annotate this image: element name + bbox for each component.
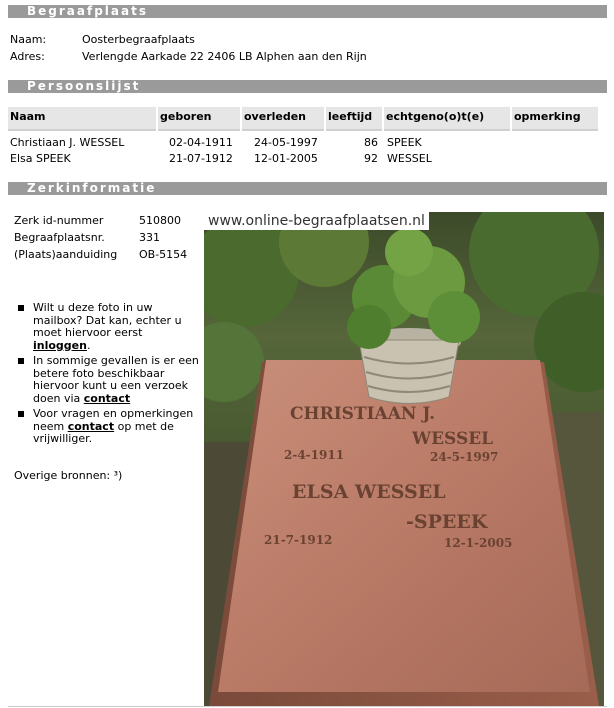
- grave-illustration: [204, 212, 604, 706]
- contact-link[interactable]: contact: [83, 391, 131, 405]
- watermark: www.online-begraafplaatsen.nl: [204, 212, 429, 230]
- note-text: Voor vragen en opmerkingen neem: [33, 407, 194, 433]
- section-header-persoonslijst: [8, 80, 607, 93]
- section-title: Persoonslijst: [27, 79, 141, 93]
- note-text-end: .: [86, 338, 91, 352]
- column-header-overleden[interactable]: overleden: [242, 107, 324, 131]
- column-header-echtgenoot[interactable]: echtgeno(o)t(e): [384, 107, 510, 131]
- list-item: [12, 408, 202, 446]
- column-header-leeftijd[interactable]: leeftijd: [326, 107, 382, 131]
- cemetery-name-label: Naam:: [10, 33, 47, 46]
- inscription-name2: ELSA WESSEL: [292, 481, 446, 503]
- column-header-geboren[interactable]: geboren: [158, 107, 240, 131]
- person-name: Elsa SPEEK: [10, 152, 71, 165]
- person-died: 12-01-2005: [254, 152, 318, 165]
- plot-number-label: Begraafplaatsnr.: [14, 231, 105, 244]
- location-code-value: OB-5154: [139, 248, 188, 261]
- note-text: Wilt u deze foto in uw mailbox? Dat kan, echter u moet hiervoor eerst: [33, 301, 182, 339]
- section-title: Zerkinformatie: [27, 181, 157, 195]
- cemetery-address-value: Verlengde Aarkade 22 2406 LB Alphen aan den Rijn: [82, 50, 367, 63]
- inscription-death2: 12-1-2005: [444, 536, 513, 550]
- inscription-birth1: 2-4-1911: [284, 448, 345, 462]
- location-code-label: (Plaats)aanduiding: [14, 248, 118, 261]
- person-spouse: WESSEL: [387, 152, 432, 165]
- list-item: [12, 355, 202, 405]
- inscription-surname2: -SPEEK: [406, 511, 488, 533]
- zerk-id-value: 510800: [139, 214, 181, 227]
- person-born: 21-07-1912: [169, 152, 233, 165]
- person-died: 24-05-1997: [254, 136, 318, 149]
- login-link[interactable]: inloggen: [33, 338, 87, 352]
- column-header-opmerking[interactable]: opmerking: [512, 107, 598, 131]
- bullet-icon: [18, 411, 24, 417]
- other-sources: Overige bronnen: ³): [14, 469, 123, 482]
- person-age: 86: [364, 136, 378, 149]
- bullet-icon: [18, 305, 24, 311]
- notes-list: [12, 302, 202, 449]
- person-age: 92: [364, 152, 378, 165]
- inscription-name1: CHRISTIAAN J.: [290, 404, 436, 424]
- section-header-zerkinformatie: [8, 182, 607, 195]
- cemetery-address-label: Adres:: [10, 50, 45, 63]
- contact-link[interactable]: contact: [67, 419, 115, 433]
- bullet-icon: [18, 358, 24, 364]
- bottom-divider: [8, 706, 607, 707]
- section-title: Begraafplaats: [27, 4, 148, 18]
- section-header-begraafplaats: [8, 5, 607, 18]
- person-name: Christiaan J. WESSEL: [10, 136, 125, 149]
- cemetery-name-value: Oosterbegraafplaats: [82, 33, 195, 46]
- inscription-birth2: 21-7-1912: [264, 533, 333, 547]
- zerk-id-label: Zerk id-nummer: [14, 214, 104, 227]
- note-text: In sommige gevallen is er een betere foto beschikbaar hiervoor kunt u een verzoek doen via: [33, 354, 199, 405]
- inscription-death1: 24-5-1997: [430, 450, 499, 464]
- inscription-surname1: WESSEL: [412, 429, 494, 449]
- note-text-end: op met de vrijwilliger.: [33, 419, 174, 445]
- list-item: [12, 302, 202, 352]
- plot-number-value: 331: [139, 231, 160, 244]
- person-spouse: SPEEK: [387, 136, 422, 149]
- grave-photo[interactable]: [204, 212, 604, 706]
- column-header-naam[interactable]: Naam: [8, 107, 156, 131]
- person-born: 02-04-1911: [169, 136, 233, 149]
